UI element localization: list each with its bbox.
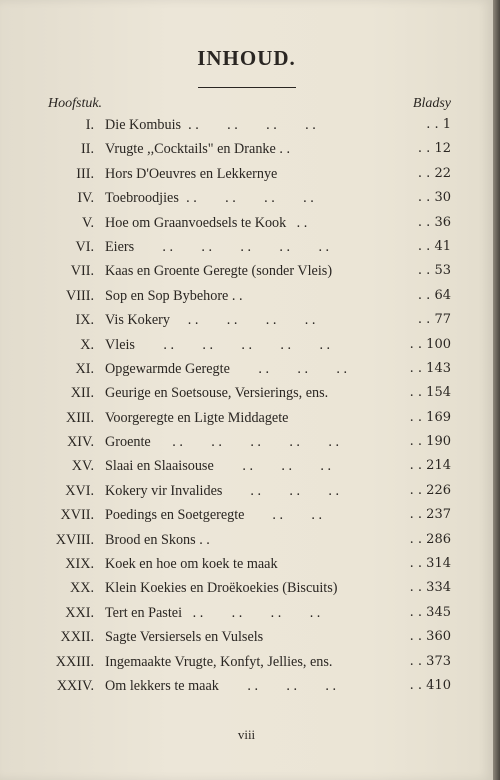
leader-dots: . . . . . . . .: [170, 312, 316, 329]
chapter-number: VII.: [70, 263, 94, 280]
chapter-title: Om lekkers te maak: [105, 677, 219, 694]
toc-entry: [0, 454, 493, 478]
chapter-title: Hors D'Oeuvres en Lekkernye: [105, 165, 278, 182]
chapter-page: . . 373: [409, 653, 451, 669]
leader-dots: . . . . . . . .: [182, 604, 321, 621]
chapter-page: . . 30: [417, 190, 451, 206]
chapter-page: . . 22: [417, 165, 451, 181]
chapter-title: Koek en hoe om koek te maak: [105, 556, 278, 573]
chapter-number: XX.: [69, 580, 94, 597]
chapter-number: VIII.: [66, 287, 94, 304]
chapter-number: XVIII.: [55, 531, 94, 548]
chapter-title: Poedings en Soetgeregte: [105, 507, 245, 524]
chapter-page: . . 53: [417, 263, 451, 279]
toc-entry: [0, 235, 493, 259]
toc-entry: [0, 503, 493, 527]
chapter-page: . . 154: [409, 385, 451, 401]
chapter-number: XXIV.: [56, 677, 94, 694]
table-of-contents: [0, 113, 493, 698]
toc-entry: [0, 308, 493, 332]
toc-entry: [0, 528, 493, 552]
chapter-number: XIII.: [66, 409, 94, 426]
chapter-page: . . 36: [417, 214, 451, 230]
chapter-number: IX.: [75, 312, 94, 329]
chapter-number: XXI.: [65, 604, 94, 621]
toc-entry: [0, 259, 493, 283]
toc-entry: [0, 430, 493, 454]
leader-dots: . . . . . . . . . .: [135, 336, 331, 353]
chapter-page: . . 77: [417, 312, 451, 328]
toc-entry: [0, 137, 493, 161]
toc-entry: [0, 113, 493, 137]
chapter-number: XIX.: [65, 556, 94, 573]
leader-dots: . . . . . . . . . .: [151, 434, 339, 451]
chapter-page: . . 237: [409, 507, 451, 523]
chapter-title: Opgewarmde Geregte: [105, 360, 230, 377]
chapter-title: Tert en Pastei: [105, 604, 183, 621]
toc-entry: [0, 357, 493, 381]
chapter-number: X.: [80, 336, 94, 353]
chapter-title: Vis Kokery: [105, 312, 170, 329]
chapter-title: Slaai en Slaaisouse: [105, 458, 214, 475]
chapter-page: . . 12: [417, 141, 451, 157]
chapter-number: IV.: [77, 190, 94, 207]
leader-dots: . .: [286, 214, 308, 231]
leader-dots: . . . . . . . .: [179, 190, 314, 207]
page-edge: [493, 0, 500, 780]
chapter-title: Vrugte ,,Cocktails" en Dranke . .: [105, 141, 290, 158]
leader-dots: . . . . . .: [230, 360, 348, 377]
toc-entry: [0, 601, 493, 625]
chapter-page: . . 214: [409, 458, 451, 474]
chapter-number: II.: [81, 141, 94, 158]
toc-entry: [0, 650, 493, 674]
chapter-number: XI.: [75, 360, 94, 377]
page-title: INHOUD.: [197, 46, 296, 70]
chapter-title: Klein Koekies en Droëkoekies (Biscuits): [105, 580, 338, 597]
toc-entry: [0, 479, 493, 503]
toc-entry: [0, 552, 493, 576]
leader-dots: . . . . . .: [222, 482, 340, 499]
chapter-page: . . 334: [409, 580, 451, 596]
chapter-page: . . 1: [426, 117, 451, 132]
chapter-title: Vleis: [105, 336, 135, 353]
toc-entry: [0, 576, 493, 600]
chapter-page: . . 410: [409, 677, 451, 693]
chapter-page: . . 64: [417, 287, 451, 303]
chapter-number: VI.: [75, 238, 94, 255]
chapter-title: Die Kombuis: [105, 117, 182, 133]
chapter-page: . . 360: [409, 629, 451, 645]
title-rule: [198, 87, 296, 88]
chapter-title: Voorgeregte en Ligte Middagete: [105, 409, 289, 426]
chapter-number: XXIII.: [55, 653, 94, 670]
toc-entry: [0, 211, 493, 235]
chapter-title: Sagte Versiersels en Vulsels: [105, 629, 264, 646]
leader-dots: . . . .: [244, 507, 323, 524]
chapter-number: V.: [82, 214, 94, 231]
chapter-page: . . 100: [409, 336, 451, 352]
toc-entry: [0, 674, 493, 698]
chapter-number: XXII.: [60, 629, 94, 646]
chapter-number: III.: [76, 165, 94, 182]
toc-entry: [0, 284, 493, 308]
page-number: viii: [237, 727, 256, 742]
chapter-page: . . 143: [409, 360, 451, 376]
chapter-title: Kaas en Groente Geregte (sonder Vleis): [105, 263, 333, 280]
leader-dots: . . . . . . . . . .: [134, 238, 330, 255]
page-column-header: Bladsy: [412, 96, 451, 111]
chapter-title: Sop en Sop Bybehore . .: [105, 287, 243, 304]
chapter-number: I.: [85, 117, 94, 133]
chapter-title: Groente: [105, 434, 151, 451]
toc-entry: [0, 162, 493, 186]
chapter-title: Ingemaakte Vrugte, Konfyt, Jellies, ens.: [105, 653, 333, 670]
chapter-number: XVI.: [65, 482, 94, 499]
chapter-title: Kokery vir Invalides: [105, 482, 223, 499]
leader-dots: . . . . . . . .: [181, 117, 316, 133]
chapter-number: XVII.: [60, 507, 94, 524]
chapter-title: Hoe om Graanvoedsels te Kook: [105, 214, 287, 231]
chapter-title: Brood en Skons . .: [105, 531, 210, 548]
chapter-number: XV.: [71, 458, 94, 475]
chapter-page: . . 41: [417, 238, 451, 254]
toc-entry: [0, 406, 493, 430]
toc-entry: [0, 186, 493, 210]
chapter-title: Eiers: [105, 238, 135, 255]
toc-entry: [0, 381, 493, 405]
chapter-number: XIV.: [67, 434, 94, 451]
chapter-page: . . 226: [409, 482, 451, 498]
chapter-page: . . 169: [409, 409, 451, 425]
chapter-number: XII.: [70, 385, 94, 402]
toc-entry: [0, 625, 493, 649]
chapter-title: Toebroodjies: [105, 190, 179, 207]
chapter-column-header: Hoofstuk.: [48, 96, 103, 111]
chapter-page: . . 190: [409, 434, 451, 450]
leader-dots: . . . . . .: [214, 458, 332, 475]
chapter-page: . . 286: [409, 531, 451, 547]
chapter-page: . . 314: [409, 556, 451, 572]
leader-dots: . . . . . .: [219, 677, 337, 694]
chapter-title: Geurige en Soetsouse, Versierings, ens.: [105, 385, 329, 402]
chapter-page: . . 345: [409, 604, 451, 620]
toc-entry: [0, 333, 493, 357]
